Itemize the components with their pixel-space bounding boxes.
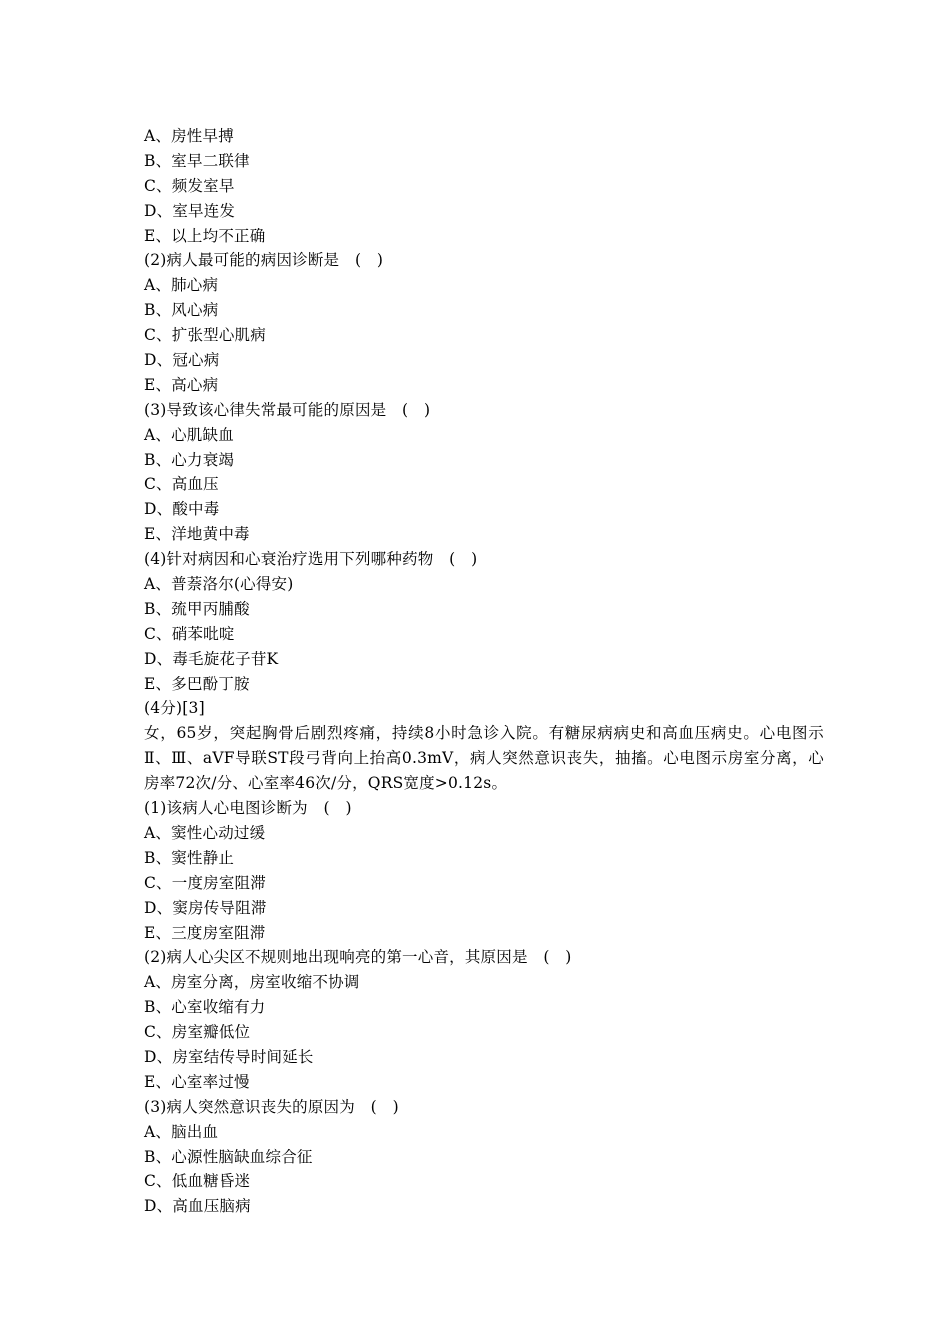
question-3: (3)病人突然意识丧失的原因为 ( ) <box>144 1097 399 1116</box>
option-b: B、心力衰竭 <box>144 450 235 469</box>
question-2: (2)病人心尖区不规则地出现响亮的第一心音，其原因是 ( ) <box>144 948 572 967</box>
option-a: A、房室分离，房室收缩不协调 <box>144 973 360 992</box>
option-c: C、扩张型心肌病 <box>144 326 266 345</box>
option-a: A、肺心病 <box>144 276 219 295</box>
option-d: D、毒毛旋花子苷K <box>144 649 279 668</box>
option-e: E、多巴酚丁胺 <box>144 674 250 693</box>
option-d: D、酸中毒 <box>144 500 220 519</box>
option-b: B、室早二联律 <box>144 151 250 170</box>
question-3: (3)导致该心律失常最可能的原因是 ( ) <box>144 400 431 419</box>
option-b: B、窦性静止 <box>144 848 235 867</box>
option-c: C、房室瓣低位 <box>144 1023 251 1042</box>
option-e: E、高心病 <box>144 375 219 394</box>
option-b: B、心室收缩有力 <box>144 998 266 1017</box>
option-e: E、以上均不正确 <box>144 226 266 245</box>
document-page <box>144 124 824 1219</box>
option-e: E、三度房室阻滞 <box>144 923 266 942</box>
option-e: E、心室率过慢 <box>144 1072 250 1091</box>
option-c: C、频发室早 <box>144 176 235 195</box>
option-b: B、心源性脑缺血综合征 <box>144 1147 313 1166</box>
option-d: D、冠心病 <box>144 351 220 370</box>
option-a: A、脑出血 <box>144 1122 219 1141</box>
option-a: A、普萘洛尔(心得安) <box>144 575 294 594</box>
option-e: E、洋地黄中毒 <box>144 525 250 544</box>
option-d: D、窦房传导阻滞 <box>144 898 267 917</box>
question-2: (2)病人最可能的病因诊断是 ( ) <box>144 251 384 270</box>
option-c: C、低血糖昏迷 <box>144 1172 251 1191</box>
question-4: (4)针对病因和心衰治疗选用下列哪种药物 ( ) <box>144 550 478 569</box>
option-a: A、心肌缺血 <box>144 425 234 444</box>
option-c: C、硝苯吡啶 <box>144 624 235 643</box>
option-a: A、房性早搏 <box>144 127 234 145</box>
option-d: D、室早连发 <box>144 201 236 220</box>
option-c: C、一度房室阻滞 <box>144 873 266 892</box>
case-description: 女，65岁，突起胸骨后剧烈疼痛，持续8小时急诊入院。有糖尿病病史和高血压病史。心电图示Ⅱ、Ⅲ、aVF导联ST段弓背向上抬高0.3mV，病人突然意识丧失，抽搐。心电图示房室分离，心房率72次/分、心室率46次/分，QRS宽度>0.12s。 <box>144 724 824 793</box>
option-d: D、高血压脑病 <box>144 1197 251 1216</box>
option-b: B、风心病 <box>144 301 219 320</box>
option-c: C、高血压 <box>144 475 219 494</box>
option-a: A、窦性心动过缓 <box>144 823 266 842</box>
option-d: D、房室结传导时间延长 <box>144 1048 314 1066</box>
option-b: B、巯甲丙脯酸 <box>144 599 250 618</box>
section-header: (4分)[3] <box>144 699 205 718</box>
question-1: (1)该病人心电图诊断为 ( ) <box>144 799 352 818</box>
